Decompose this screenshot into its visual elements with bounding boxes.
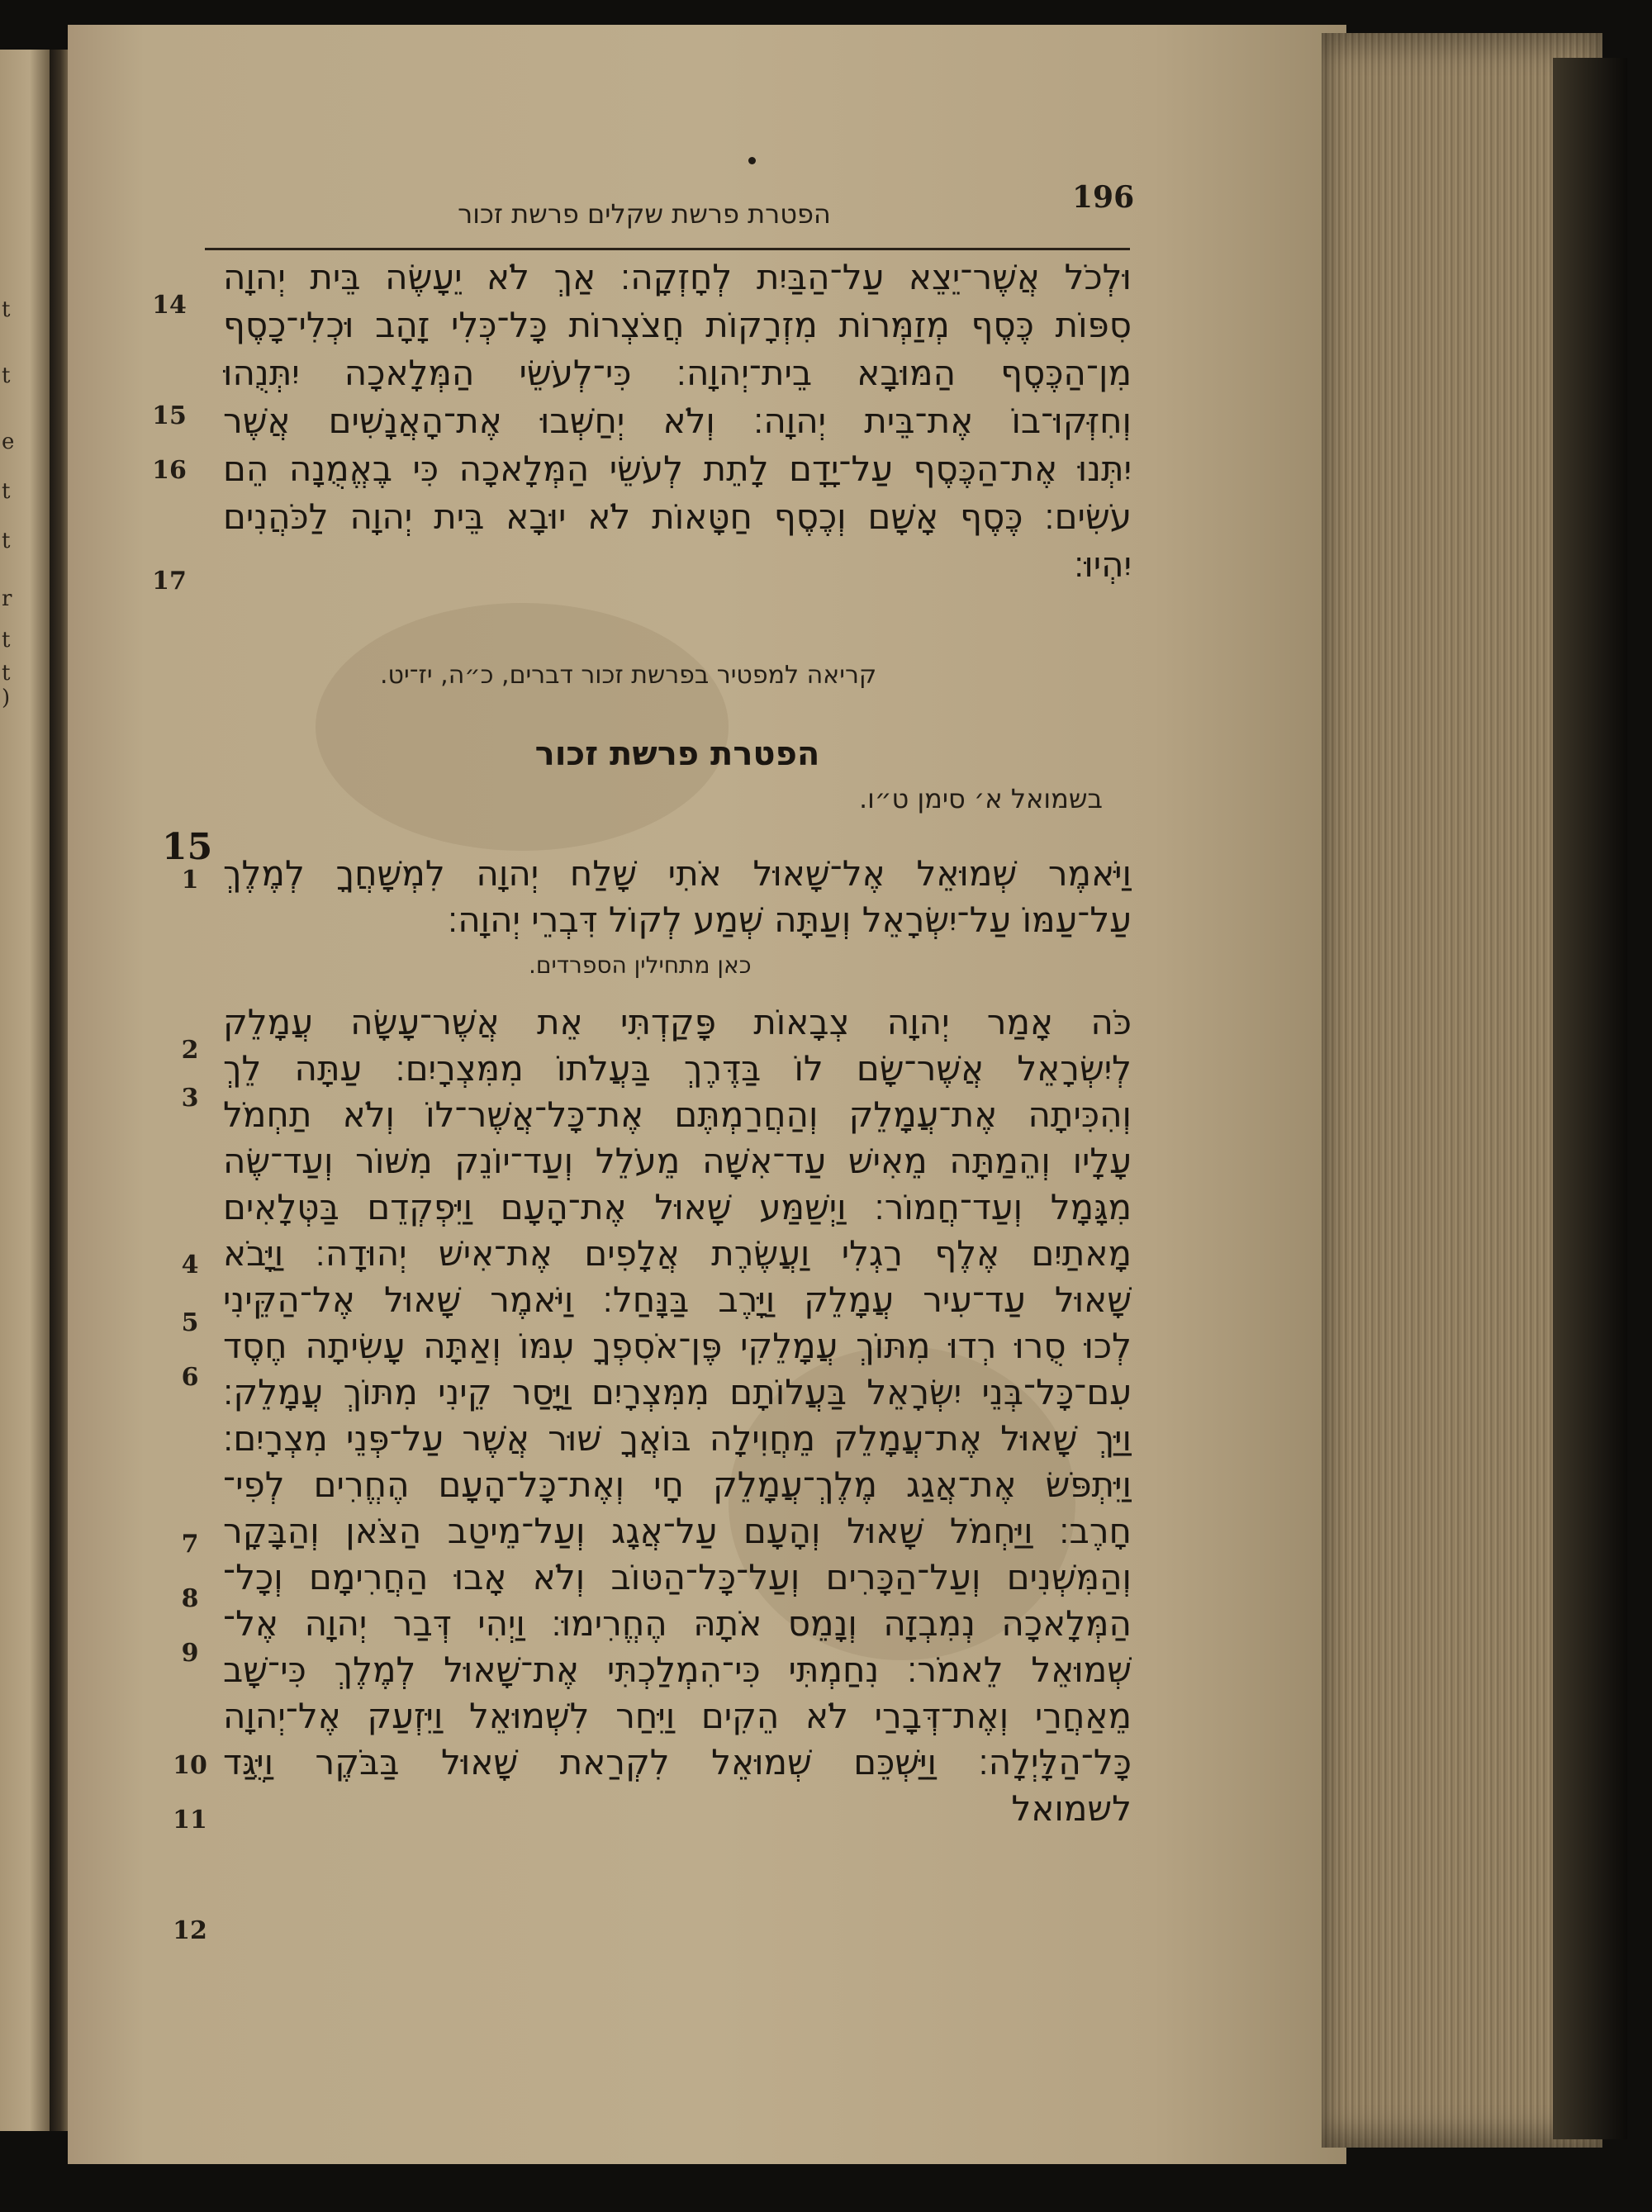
verse-number: 16 — [152, 456, 187, 485]
text-line: וְהַמִּשְׁנִים וְעַל־הַכָּרִים וְעַל־כָּל־הַטּוֹב וְלֹא אָבוּ הַחֲרִימָם וְכָל־ — [223, 1557, 1132, 1597]
haftarah-title: הפטרת פרשת זכור — [534, 735, 820, 773]
text-line: וְהִכִּיתָה אֶת־עֲמָלֵק וְהַחֲרַמְתֶּם אֶת־כָּל־אֲשֶׁר־לוֹ וְלֹא תַחְמֹל — [223, 1094, 1132, 1135]
header-rule — [205, 248, 1130, 250]
maftir-note: קריאה למפטיר בפרשת זכור דברים, כ״ה, יז־יט. — [380, 661, 877, 690]
text-line: לשמואל — [1011, 1788, 1132, 1829]
text-line: עַל־עַמּוֹ עַל־יִשְׂרָאֵל וְעַתָּה שְׁמַע לְקוֹל דִּבְרֵי יְהוָה׃ — [447, 900, 1132, 940]
verse-number: 3 — [181, 1084, 199, 1113]
text-line: הַמְּלָאכָה נְמִבְזָה וְנָמֵס אֹתָהּ הֶחֱרִימוּ׃ וַיְהִי דְּבַר יְהוָה אֶל־ — [223, 1603, 1132, 1644]
facing-page-letter: e — [2, 430, 15, 454]
facing-page-letter: t — [2, 363, 11, 388]
sephardic-note: כאן מתחילין הספרדים. — [529, 952, 752, 979]
verse-number: 1 — [181, 866, 199, 895]
text-line: מֵאַחֲרַי וְאֶת־דְּבָרַי לֹא הֵקִים וַיִּחַר לִשְׁמוּאֵל וַיִּזְעַק אֶל־יְהוָה — [223, 1696, 1132, 1736]
text-line: מָאתַיִם אֶלֶף רַגְלִי וַעֲשֶׂרֶת אֲלָפִים אֶת־אִישׁ יְהוּדָה׃ וַיָּבֹא — [223, 1233, 1132, 1274]
verse-number: 6 — [181, 1363, 199, 1392]
facing-page-letter: t — [2, 661, 11, 686]
facing-page-letter: t — [2, 529, 11, 553]
running-title: הפטרת פרשת שקלים פרשת זכור — [458, 198, 831, 230]
text-line: מִן־הַכֶּסֶף הַמּוּבָא בֵית־יְהוָה׃ כִּי־לְעֹשֵׂי הַמְּלָאכָה יִתְּנֻהוּ — [223, 353, 1132, 393]
verse-number: 8 — [181, 1584, 199, 1613]
text-line: וַיַּךְ שָׁאוּל אֶת־עֲמָלֵק מֵחֲוִילָה בּוֹאֲךָ שׁוּר אֲשֶׁר עַל־פְּנֵי מִצְרָיִם׃ — [223, 1418, 1132, 1459]
verse-number: 7 — [181, 1530, 199, 1559]
text-line: כֹּה אָמַר יְהוָה צְבָאוֹת פָּקַדְתִּי אֵת אֲשֶׁר־עָשָׂה עֲמָלֵק — [223, 1002, 1132, 1042]
text-line: סִפּוֹת כֶּסֶף מְזַמְּרוֹת מִזְרָקוֹת חֲצֹצְרוֹת כָּל־כְּלִי זָהָב וּכְלִי־כָסֶף — [223, 305, 1132, 345]
text-line: וַיֹּאמֶר שְׁמוּאֵל אֶל־שָׁאוּל אֹתִי שָׁלַח יְהוָה לִמְשָׁחֲךָ לְמֶלֶךְ — [223, 853, 1132, 894]
text-line: וְחִזְּקוּ־בוֹ אֶת־בֵּית יְהוָה׃ וְלֹא יְחַשְּׁבוּ אֶת־הָאֲנָשִׁים אֲשֶׁר — [223, 401, 1132, 441]
facing-page-letter: t — [2, 628, 11, 653]
text-line: יִתְּנוּ אֶת־הַכֶּסֶף עַל־יָדָם לָתֵת לְעֹשֵׂי הַמְּלָאכָה כִּי בֶאֱמֻנָה הֵם — [223, 449, 1132, 489]
book-cover-spine — [1553, 58, 1627, 2139]
facing-page-letter: r — [2, 586, 12, 611]
text-line: כָּל־הַלָּיְלָה׃ וַיַּשְׁכֵּם שְׁמוּאֵל לִקְרַאת שָׁאוּל בַּבֹּקֶר וַיֻּגַּד — [223, 1742, 1132, 1782]
verse-number: 12 — [173, 1916, 207, 1945]
page-number: 196 — [1072, 180, 1135, 215]
text-line: וַיִּתְפֹּשׂ אֶת־אֲגַג מֶלֶךְ־עֲמָלֵק חָי וְאֶת־כָּל־הָעָם הֶחֱרִים לְפִי־ — [223, 1464, 1132, 1505]
facing-page-letter: t — [2, 297, 11, 322]
text-line: עִם־כָּל־בְּנֵי יִשְׂרָאֵל בַּעֲלוֹתָם מִמִּצְרָיִם וַיָּסַר קֵינִי מִתּוֹךְ עֲמָלֵק׃ — [223, 1372, 1132, 1412]
facing-page-edge — [0, 50, 50, 2131]
verse-number: 2 — [181, 1036, 199, 1065]
text-line: וּלְכֹל אֲשֶׁר־יֵצֵא עַל־הַבַּיִת לְחָזְקָה׃ אַךְ לֹא יֵעָשֶׂה בֵּית יְהוָה — [223, 257, 1132, 297]
verse-number: 14 — [152, 291, 187, 320]
text-line: שְׁמוּאֵל לֵאמֹר׃ נִחַמְתִּי כִּי־הִמְלַכְתִּי אֶת־שָׁאוּל לְמֶלֶךְ כִּי־שָׁב — [223, 1650, 1132, 1690]
book-gutter — [50, 50, 68, 2131]
text-line: חָרֶב׃ וַיַּחְמֹל שָׁאוּל וְהָעָם עַל־אֲגָג וְעַל־מֵיטַב הַצֹּאן וְהַבָּקָר — [223, 1511, 1132, 1551]
verse-number: 11 — [173, 1806, 207, 1835]
facing-page-letter: t — [2, 479, 11, 504]
verse-number: 5 — [181, 1308, 199, 1337]
header-dot — [748, 157, 756, 164]
text-line: לְכוּ סֻרוּ רְדוּ מִתּוֹךְ עֲמָלֵקִי פֶּן־אֹסִפְךָ עִמּוֹ וְאַתָּה עָשִׂיתָה חֶסֶד — [223, 1326, 1132, 1366]
text-line: עֹשִׂים׃ כֶּסֶף אָשָׁם וְכֶסֶף חַטָּאוֹת לֹא יוּבָא בֵּית יְהוָה לַכֹּהֲנִים — [223, 496, 1132, 537]
facing-page-letter: ) — [2, 686, 11, 710]
haftarah-source: בשמואל א׳ סימן ט״ו. — [859, 783, 1104, 814]
text-line: מִגָּמָל וְעַד־חֲמוֹר׃ וַיְשַׁמַּע שָׁאוּל אֶת־הָעָם וַיִּפְקְדֵם בַּטְּלָאִים — [223, 1187, 1132, 1227]
verse-number: 15 — [152, 401, 187, 430]
verse-number: 9 — [181, 1639, 199, 1668]
text-line: לְיִשְׂרָאֵל אֲשֶׁר־שָׂם לוֹ בַּדֶּרֶךְ בַּעֲלֹתוֹ מִמִּצְרָיִם׃ עַתָּה לֵךְ — [223, 1048, 1132, 1089]
chapter-number: 15 — [162, 826, 213, 868]
verse-number: 17 — [152, 567, 187, 596]
verse-number: 4 — [181, 1251, 199, 1279]
text-line: יִהְיוּ׃ — [1073, 544, 1132, 585]
paper-stain — [316, 603, 729, 851]
verse-number: 10 — [173, 1751, 207, 1780]
text-line: עָלָיו וְהֵמַתָּה מֵאִישׁ עַד־אִשָּׁה מֵעֹלֵל וְעַד־יוֹנֵק מִשּׁוֹר וְעַד־שֶׂה — [223, 1141, 1132, 1181]
text-line: שָׁאוּל עַד־עִיר עֲמָלֵק וַיָּרֶב בַּנָּחַל׃ וַיֹּאמֶר שָׁאוּל אֶל־הַקֵּינִי — [223, 1279, 1132, 1320]
